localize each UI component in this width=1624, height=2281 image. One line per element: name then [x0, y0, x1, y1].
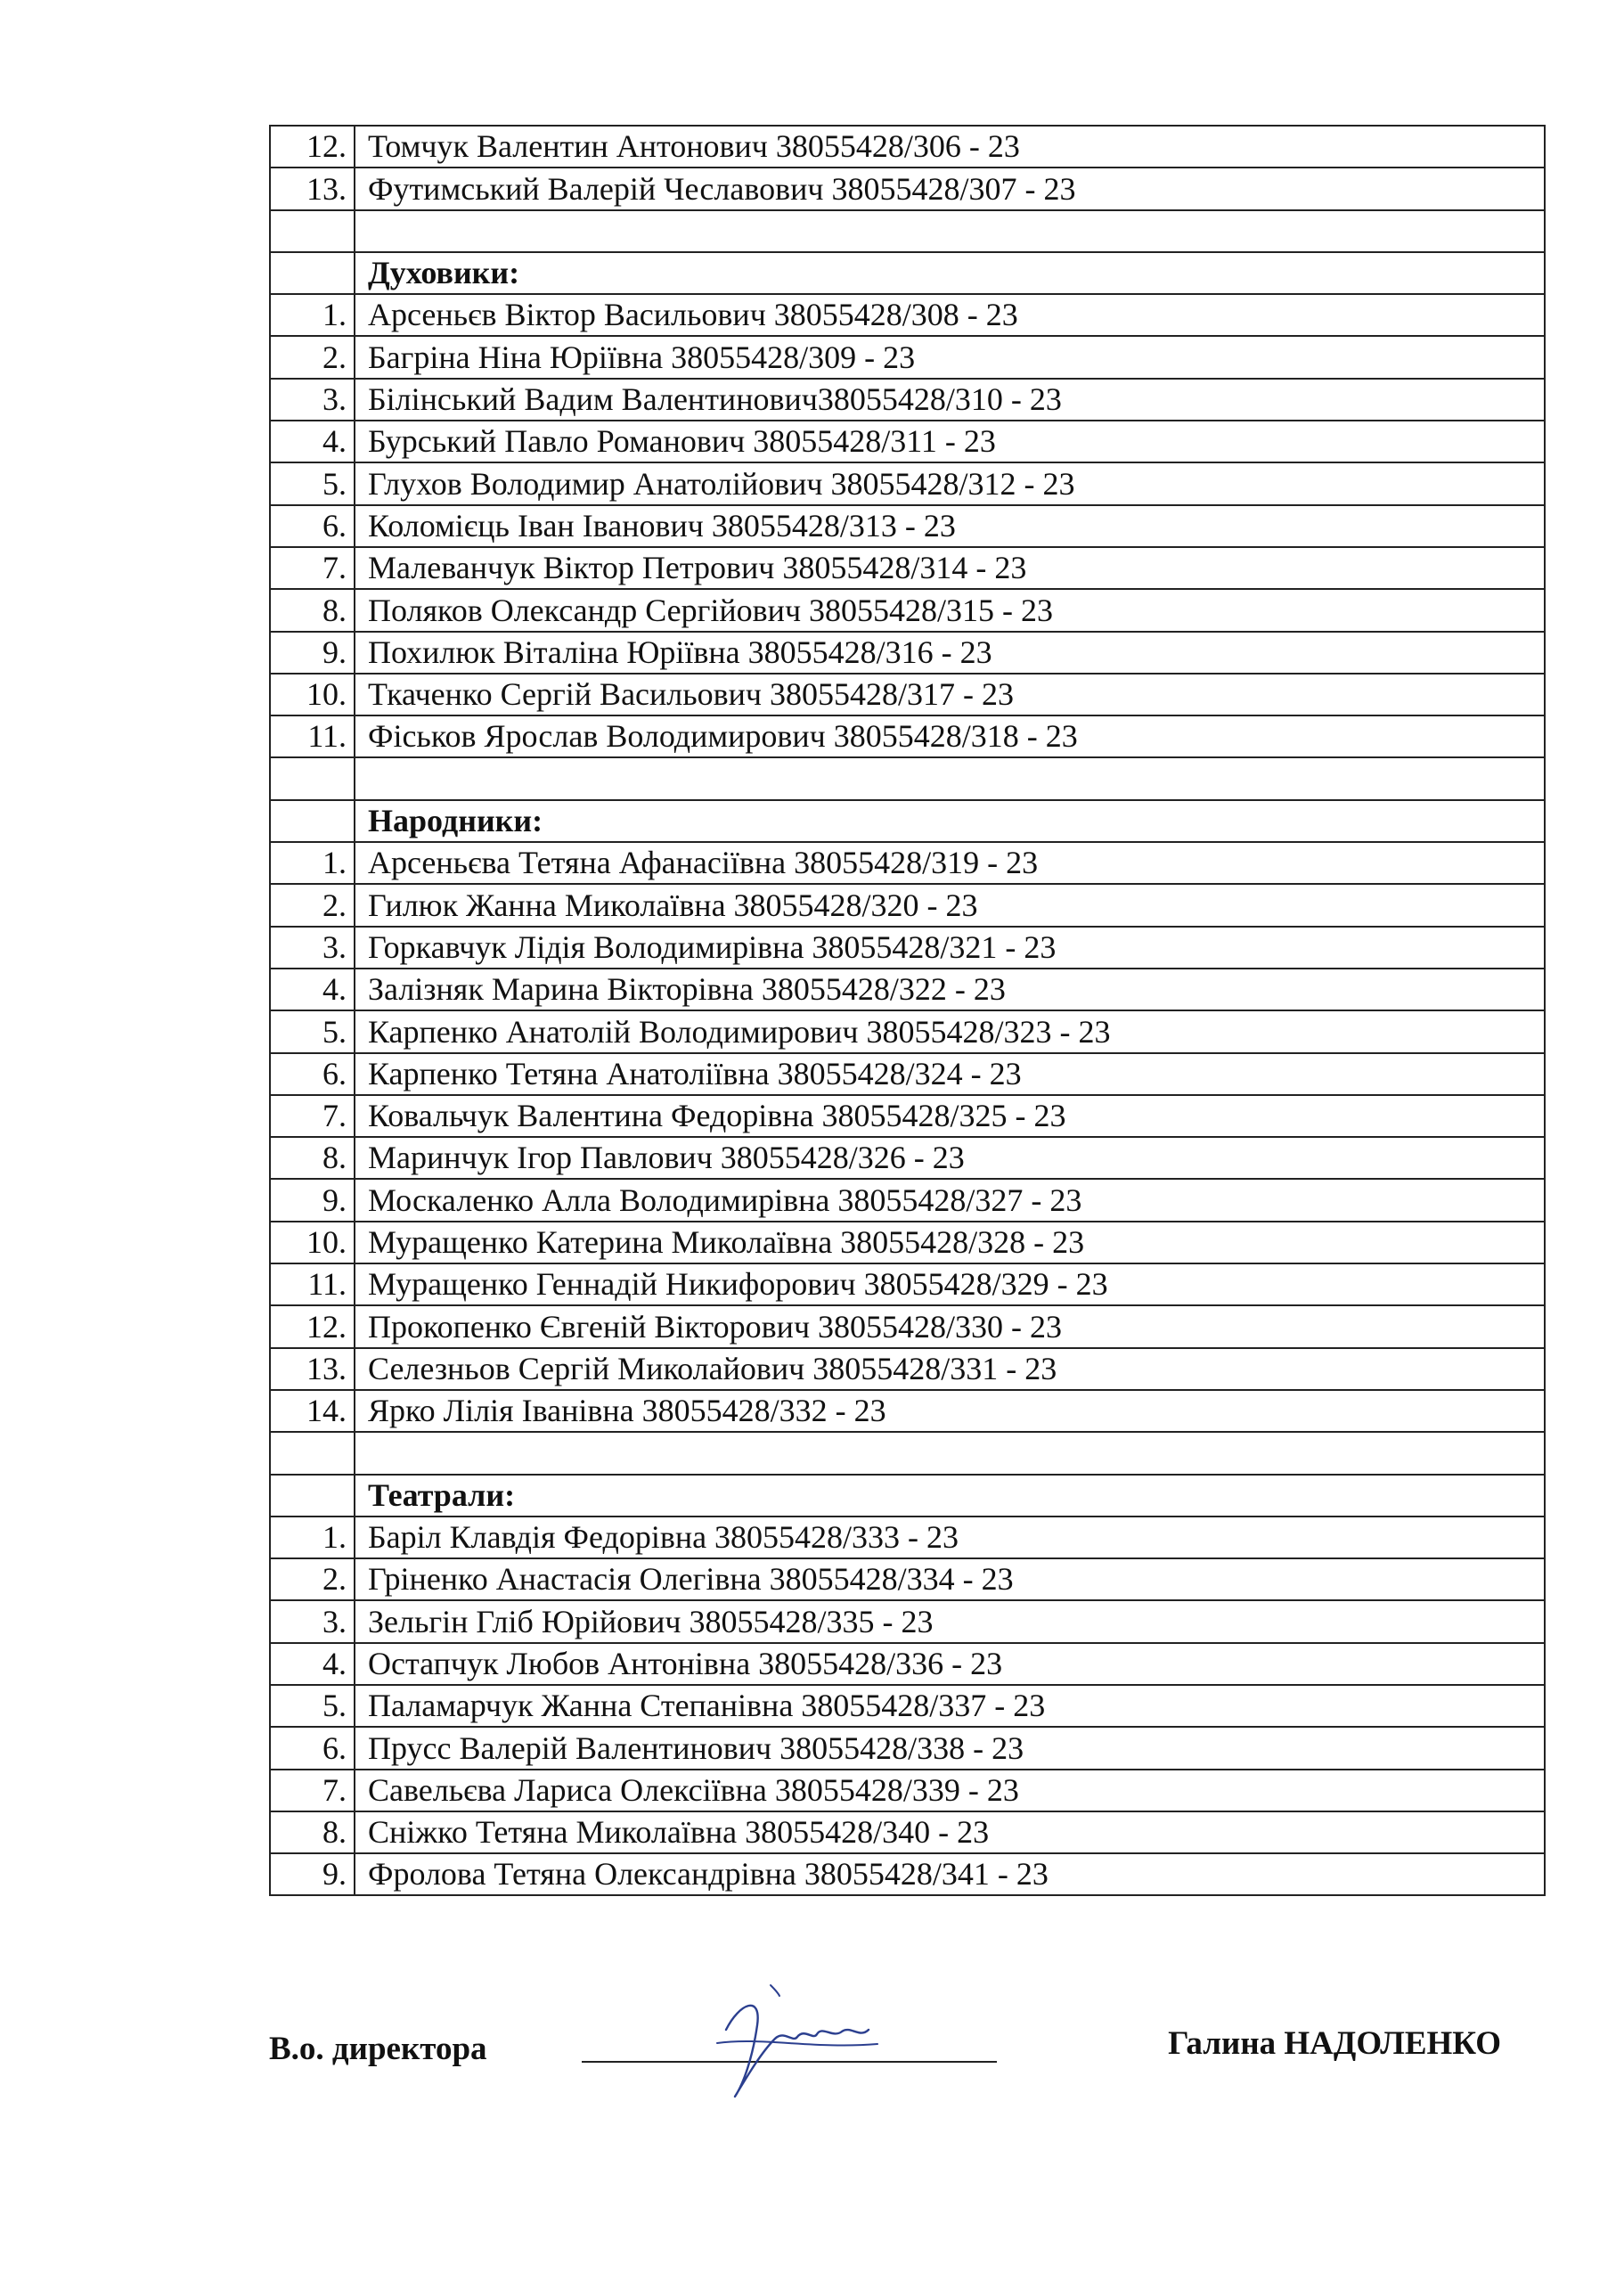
row-entry: Арсеньєв Віктор Васильович 38055428/308 - 23	[355, 294, 1545, 336]
table-row	[270, 842, 1545, 884]
row-number: 1.	[270, 1517, 355, 1558]
table-row	[270, 1643, 1545, 1685]
row-entry: Ткаченко Сергій Васильович 38055428/317 - 23	[355, 674, 1545, 715]
section-heading: Народники:	[355, 800, 1545, 842]
section-heading-row	[270, 800, 1545, 842]
table-row	[270, 1727, 1545, 1769]
row-entry: Гріненко Анастасія Олегівна 38055428/334 - 23	[355, 1558, 1545, 1600]
row-entry: Похилюк Віталіна Юріївна 38055428/316 - 23	[355, 632, 1545, 674]
table-row	[270, 168, 1545, 209]
row-number: 9.	[270, 632, 355, 674]
spacer-cell	[270, 1432, 355, 1474]
table-row	[270, 589, 1545, 631]
row-number: 10.	[270, 674, 355, 715]
row-number: 13.	[270, 168, 355, 209]
row-entry: Муращенко Катерина Миколаївна 38055428/328 - 23	[355, 1222, 1545, 1263]
row-entry: Паламарчук Жанна Степанівна 38055428/337 - 23	[355, 1685, 1545, 1727]
row-entry: Москаленко Алла Володимирівна 38055428/327 - 23	[355, 1179, 1545, 1221]
row-entry: Багріна Ніна Юріївна 38055428/309 - 23	[355, 336, 1545, 378]
table-row	[270, 547, 1545, 589]
row-entry: Ярко Лілія Іванівна 38055428/332 - 23	[355, 1390, 1545, 1432]
table-row	[270, 884, 1545, 926]
row-number: 1.	[270, 842, 355, 884]
row-number: 3.	[270, 379, 355, 421]
spacer-row	[270, 757, 1545, 799]
row-number: 12.	[270, 1305, 355, 1347]
row-entry: Зельгін Гліб Юрійович 38055428/335 - 23	[355, 1600, 1545, 1642]
row-number: 11.	[270, 715, 355, 757]
row-entry: Томчук Валентин Антонович 38055428/306 - 23	[355, 126, 1545, 168]
row-number: 8.	[270, 589, 355, 631]
row-number: 8.	[270, 1811, 355, 1853]
table-row	[270, 126, 1545, 168]
section-heading: Театрали:	[355, 1475, 1545, 1517]
spacer-cell	[270, 210, 355, 252]
staff-roster-table	[269, 125, 1546, 1896]
table-row	[270, 1263, 1545, 1305]
table-row	[270, 1348, 1545, 1390]
row-entry: Прокопенко Євгеній Вікторович 38055428/330 - 23	[355, 1305, 1545, 1347]
row-number: 13.	[270, 1348, 355, 1390]
table-row	[270, 1558, 1545, 1600]
row-number: 9.	[270, 1179, 355, 1221]
row-number: 10.	[270, 1222, 355, 1263]
row-number: 3.	[270, 927, 355, 969]
table-row	[270, 1770, 1545, 1811]
spacer-cell	[355, 210, 1545, 252]
table-row	[270, 421, 1545, 462]
row-number: 4.	[270, 421, 355, 462]
table-row	[270, 1137, 1545, 1179]
director-name: Галина НАДОЛЕНКО	[1168, 2025, 1501, 2062]
section-heading: Духовики:	[355, 252, 1545, 294]
row-number: 6.	[270, 505, 355, 547]
table-row	[270, 336, 1545, 378]
row-number: 7.	[270, 1095, 355, 1137]
table-row	[270, 632, 1545, 674]
spacer-cell	[355, 757, 1545, 799]
row-entry: Гилюк Жанна Миколаївна 38055428/320 - 23	[355, 884, 1545, 926]
row-number: 5.	[270, 462, 355, 504]
table-row	[270, 1517, 1545, 1558]
table-row	[270, 674, 1545, 715]
row-entry: Футимський Валерій Чеславович 38055428/307 - 23	[355, 168, 1545, 209]
row-number: 2.	[270, 336, 355, 378]
row-entry: Поляков Олександр Сергійович 38055428/315 - 23	[355, 589, 1545, 631]
table-row	[270, 1685, 1545, 1727]
row-entry: Маринчук Ігор Павлович 38055428/326 - 23	[355, 1137, 1545, 1179]
table-row	[270, 1095, 1545, 1137]
table-row	[270, 1222, 1545, 1263]
table-row	[270, 1853, 1545, 1895]
row-number: 5.	[270, 1010, 355, 1052]
row-entry: Коломієць Іван Іванович 38055428/313 - 23	[355, 505, 1545, 547]
row-number: 11.	[270, 1263, 355, 1305]
spacer-row	[270, 1432, 1545, 1474]
table-row	[270, 1600, 1545, 1642]
row-entry: Глухов Володимир Анатолійович 38055428/312 - 23	[355, 462, 1545, 504]
signature-icon	[708, 1976, 886, 2105]
table-row	[270, 1179, 1545, 1221]
row-entry: Баріл Клавдія Федорівна 38055428/333 - 23	[355, 1517, 1545, 1558]
table-row	[270, 1010, 1545, 1052]
row-number: 4.	[270, 1643, 355, 1685]
row-number: 9.	[270, 1853, 355, 1895]
row-entry: Арсеньєва Тетяна Афанасіївна 38055428/319 - 23	[355, 842, 1545, 884]
row-number: 12.	[270, 126, 355, 168]
row-number: 1.	[270, 294, 355, 336]
row-number: 8.	[270, 1137, 355, 1179]
row-entry: Карпенко Анатолій Володимирович 38055428/323 - 23	[355, 1010, 1545, 1052]
row-entry: Бурський Павло Романович 38055428/311 - 23	[355, 421, 1545, 462]
table-row	[270, 379, 1545, 421]
row-number: 6.	[270, 1053, 355, 1095]
row-entry: Прусс Валерій Валентинович 38055428/338 - 23	[355, 1727, 1545, 1769]
row-number: 3.	[270, 1600, 355, 1642]
row-entry: Ковальчук Валентина Федорівна 38055428/325 - 23	[355, 1095, 1545, 1137]
row-entry: Фіськов Ярослав Володимирович 38055428/318 - 23	[355, 715, 1545, 757]
row-entry: Савельєва Лариса Олексіївна 38055428/339 - 23	[355, 1770, 1545, 1811]
row-entry: Горкавчук Лідія Володимирівна 38055428/321 - 23	[355, 927, 1545, 969]
roster-body	[270, 126, 1545, 1895]
table-row	[270, 715, 1545, 757]
table-row	[270, 462, 1545, 504]
row-number: 6.	[270, 1727, 355, 1769]
section-heading-row	[270, 252, 1545, 294]
row-entry: Малеванчук Віктор Петрович 38055428/314 - 23	[355, 547, 1545, 589]
table-row	[270, 294, 1545, 336]
row-entry: Залізняк Марина Вікторівна 38055428/322 - 23	[355, 969, 1545, 1010]
table-row	[270, 1811, 1545, 1853]
row-number: 5.	[270, 1685, 355, 1727]
table-row	[270, 1305, 1545, 1347]
row-entry: Сніжко Тетяна Миколаївна 38055428/340 - 23	[355, 1811, 1545, 1853]
table-row	[270, 1390, 1545, 1432]
row-entry: Білінський Вадим Валентинович38055428/310 - 23	[355, 379, 1545, 421]
number-cell	[270, 252, 355, 294]
row-number: 7.	[270, 1770, 355, 1811]
director-position-label: В.о. директора	[269, 2031, 487, 2067]
spacer-row	[270, 210, 1545, 252]
spacer-cell	[270, 757, 355, 799]
row-entry: Селезньов Сергій Миколайович 38055428/331 - 23	[355, 1348, 1545, 1390]
row-entry: Муращенко Геннадій Никифорович 38055428/329 - 23	[355, 1263, 1545, 1305]
row-entry: Фролова Тетяна Олександрівна 38055428/341 - 23	[355, 1853, 1545, 1895]
section-heading-row	[270, 1475, 1545, 1517]
table-row	[270, 505, 1545, 547]
table-row	[270, 969, 1545, 1010]
number-cell	[270, 800, 355, 842]
number-cell	[270, 1475, 355, 1517]
spacer-cell	[355, 1432, 1545, 1474]
row-number: 4.	[270, 969, 355, 1010]
row-number: 14.	[270, 1390, 355, 1432]
table-row	[270, 927, 1545, 969]
row-entry: Остапчук Любов Антонівна 38055428/336 - 23	[355, 1643, 1545, 1685]
table-row	[270, 1053, 1545, 1095]
row-number: 7.	[270, 547, 355, 589]
row-number: 2.	[270, 884, 355, 926]
row-entry: Карпенко Тетяна Анатоліївна 38055428/324 - 23	[355, 1053, 1545, 1095]
row-number: 2.	[270, 1558, 355, 1600]
